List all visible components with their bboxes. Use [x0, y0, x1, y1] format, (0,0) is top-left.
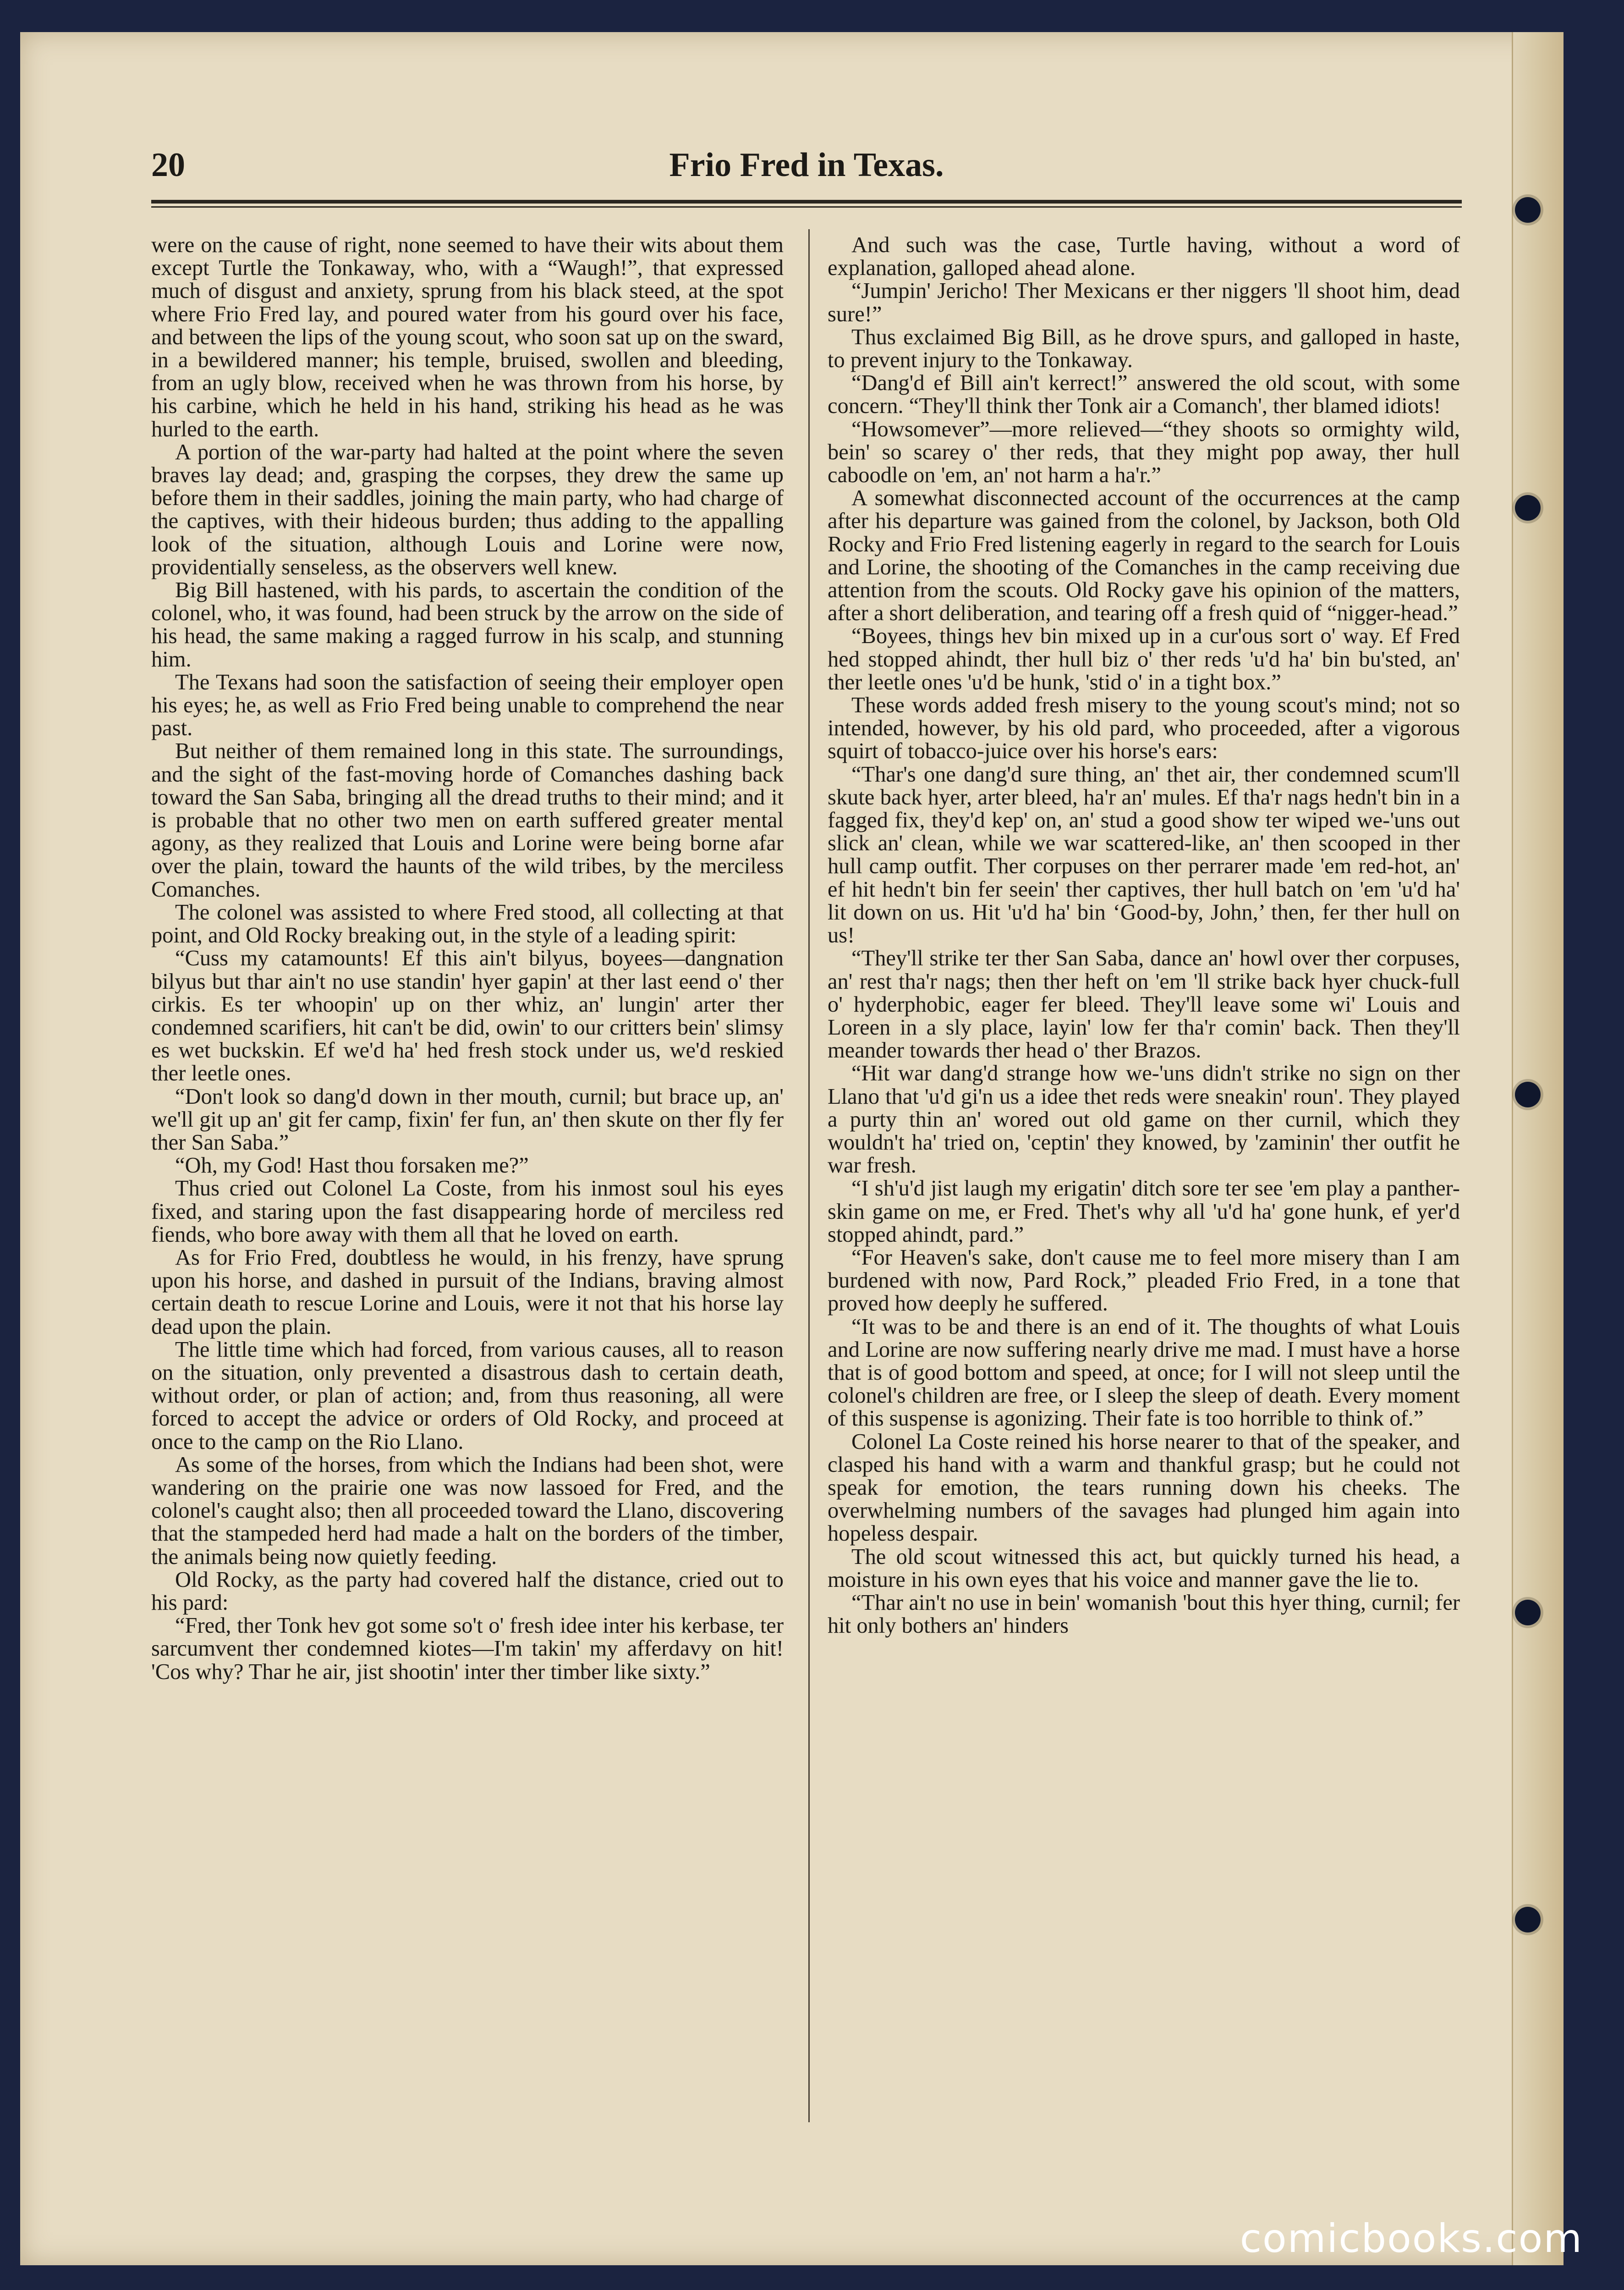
paragraph: Colonel La Coste reined his horse nearer to that of the speaker, and clasped his hand with a warm and thankful grasp; but he could not speak for emotion, the tears running down his cheeks. The overwhelming numbers of the savages had plunged him again into hopeless despair. [828, 1429, 1460, 1546]
right-column [828, 234, 1460, 1637]
page-gutter [1512, 32, 1564, 2265]
binding-hole [1515, 1600, 1541, 1625]
watermark-text: comicbooks.com [1240, 2216, 1583, 2262]
paragraph: “Fred, ther Tonk hev got some so't o' fresh idee inter his kerbase, ter sarcumvent ther condemned kiotes—I'm takin' my afferdavy on hit! 'Cos why? Thar he air, jist shootin' inter ther timber like sixty.” [151, 1613, 784, 1684]
binding-hole [1515, 495, 1541, 521]
binding-hole [1515, 1907, 1541, 1932]
left-column [151, 234, 784, 1684]
running-title: Frio Fred in Texas. [669, 146, 944, 184]
paragraph: “Don't look so dang'd down in ther mouth, curnil; but brace up, an' we'll git up an' git fer camp, fixin' fer fun, an' then skute on ther fly fer ther San Saba.” [151, 1084, 784, 1155]
paragraph: As some of the horses, from which the Indians had been shot, were wandering on the prairie one was now lassoed for Fred, and the colonel's caught also; then all proceeded toward the Llano, discovering that the stampeded herd had made a halt on the borders of the timber, the animals being now quietly feeding. [151, 1452, 784, 1569]
paragraph: The little time which had forced, from various causes, all to reason on the situation, only prevented a disastrous dash to certain death, without order, or plan of action; and, from thus reasoning, all were forced to accept the advice or orders of Old Rocky, and proceed at once to the camp on the Rio Llano. [151, 1337, 784, 1454]
header-rule [151, 200, 1462, 208]
paragraph: “Boyees, things hev bin mixed up in a cur'ous sort o' way. Ef Fred hed stopped ahindt, ther hull biz o' ther reds 'u'd ha' bin bu'sted, an' ther leetle ones 'u'd be hunk, 'stid o' in a tight box.” [828, 624, 1460, 694]
paragraph: Old Rocky, as the party had covered half the distance, cried out to his pard: [151, 1567, 784, 1615]
page-header [151, 146, 1462, 196]
page-number: 20 [151, 146, 185, 184]
paragraph: The Texans had soon the satisfaction of seeing their employer open his eyes; he, as well as Frio Fred being unable to comprehend the near past. [151, 670, 784, 741]
paragraph: Thus exclaimed Big Bill, as he drove spurs, and galloped in haste, to prevent injury to the Tonkaway. [828, 325, 1460, 373]
paragraph: “Thar ain't no use in bein' womanish 'bout this hyer thing, curnil; fer hit only bothers an' hinders [828, 1590, 1460, 1638]
paragraph: “It was to be and there is an end of it. The thoughts of what Louis and Lorine are now suffering nearly drive me mad. I must have a horse that is of good bottom and speed, at once; for I will not sleep until the colonel's children are free, or I sleep the sleep of death. Every moment of this suspense is agonizing. Their fate is too horrible to think of.” [828, 1314, 1460, 1431]
paragraph: Thus cried out Colonel La Coste, from his inmost soul his eyes fixed, and staring upon the fast disappearing horde of merciless red fiends, who bore away with them all that he loved on earth. [151, 1176, 784, 1247]
paragraph: The colonel was assisted to where Fred stood, all collecting at that point, and Old Rocky breaking out, in the style of a leading spirit: [151, 900, 784, 948]
paragraph: A portion of the war-party had halted at the point where the seven braves lay dead; and, grasping the corpses, they drew the same up before them in their saddles, joining the main party, who had charge of the captives, with their hideous burden; thus adding to the appalling look of the situation, although Louis and Lorine were now, providentially senseless, as the observers well knew. [151, 440, 784, 579]
paragraph: were on the cause of right, none seemed to have their wits about them except Turtle the Tonkaway, who, with a “Waugh!”, that expressed much of disgust and anxiety, sprung from his black steed, at the spot where Frio Fred lay, and poured water from his gourd over his face, and between the lips of the young scout, who soon sat up on the sward, in a bewildered manner; his temple, bruised, swollen and bleeding, from an ugly blow, received when he was thrown from his horse, by his carbine, which he held in his hand, striking his head as he was hurled to the earth. [151, 233, 784, 441]
paragraph: “Oh, my God! Hast thou forsaken me?” [175, 1153, 529, 1178]
paragraph: “Cuss my catamounts! Ef this ain't bilyus, boyees—dangnation bilyus but thar ain't no use standin' hyer gapin' at ther last eend o' ther cirkis. Es ter whoopin' up on ther whiz, an' lungin' arter ther condemned scarifiers, hit can't be did, owin' to our critters bein' slimsy es wet buckskin. Ef we'd ha' hed fresh stock under us, we'd reskied ther leetle ones. [151, 946, 784, 1086]
paragraph: “For Heaven's sake, don't cause me to feel more misery than I am burdened with now, Pard Rock,” pleaded Frio Fred, in a tone that proved how deeply he suffered. [828, 1245, 1460, 1316]
paragraph: “Thar's one dang'd sure thing, an' thet air, ther condemned scum'll skute back hyer, arter bleed, ha'r an' mules. Ef tha'r nags hedn't bin in a fagged fix, they'd kep' on, an' stud a good show ter wiped we-'uns out slick an' clean, while we war scattered-like, an' then scooped in ther hull camp outfit. Ther corpuses on ther perrarer made 'em red-hot, an' ef hit hedn't bin fer seein' ther captives, ther hull batch on 'em 'u'd ha' lit down on us. Hit 'u'd ha' bin ‘Good-by, John,’ then, fer ther hull on us! [828, 762, 1460, 948]
paragraph: “Jumpin' Jericho! Ther Mexicans er ther niggers 'll shoot him, dead sure!” [828, 279, 1460, 326]
column-divider [808, 229, 810, 2122]
paragraph: “Hit war dang'd strange how we-'uns didn't strike no sign on ther Llano that 'u'd gi'n us a idee thet reds were sneakin' roun'. They played a purty thin an' wored out old game on ther curnil, which they wouldn't ha' tried on, 'ceptin' they knowed, by 'zaminin' ther outfit he war fresh. [828, 1061, 1460, 1178]
paragraph: “They'll strike ter ther San Saba, dance an' howl over ther corpuses, an' rest tha'r nags; then ther heft on 'em 'll strike back hyer chuck-full o' hyderphobic, eager fer bleed. They'll leave some wi' Louis and Loreen in a sly place, layin' low fer tha'r comin' back. Then they'll meander towards ther head o' ther Brazos. [828, 946, 1460, 1063]
paragraph: As for Frio Fred, doubtless he would, in his frenzy, have sprung upon his horse, and dashed in pursuit of the Indians, braving almost certain death to rescue Lorine and Louis, were it not that his horse lay dead upon the plain. [151, 1245, 784, 1339]
binding-hole [1515, 1082, 1541, 1107]
paragraph: A somewhat disconnected account of the occurrences at the camp after his departure was gained from the colonel, by Jackson, both Old Rocky and Frio Fred listening eagerly in regard to the search for Louis and Lorine, the shooting of the Comanches in the camp receiving due attention from the scouts. Old Rocky gave his opinion of the matters, after a short deliberation, and tearing off a fresh quid of “nigger-head.” [828, 486, 1460, 626]
paragraph: The old scout witnessed this act, but quickly turned his head, a moisture in his own eyes that his voice and manner gave the lie to. [828, 1544, 1460, 1592]
paragraph: “Dang'd ef Bill ain't kerrect!” answered the old scout, with some concern. “They'll think ther Tonk air a Comanch', ther blamed idiots! [828, 371, 1460, 418]
binding-hole [1515, 197, 1541, 223]
paragraph: Big Bill hastened, with his pards, to ascertain the condition of the colonel, who, it was found, had been struck by the arrow on the side of his head, the same making a ragged furrow in his scalp, and stunning him. [151, 578, 784, 672]
paragraph: These words added fresh misery to the young scout's mind; not so intended, however, by his old pard, who proceeded, after a vigorous squirt of tobacco-juice over his horse's ears: [828, 693, 1460, 764]
paragraph: “I sh'u'd jist laugh my erigatin' ditch sore ter see 'em play a panther-skin game on me, er Fred. Thet's why all 'u'd ha' gone hunk, ef yer'd stopped ahindt, pard.” [828, 1176, 1460, 1247]
paragraph: And such was the case, Turtle having, without a word of explanation, galloped ahead alone. [828, 233, 1460, 281]
paragraph: But neither of them remained long in this state. The surroundings, and the sight of the fast-moving horde of Comanches dashing back toward the San Saba, bringing all the dread truths to their mind; and it is probable that no other two men on earth suffered greater mental agony, as they realized that Louis and Lorine were being borne afar over the plain, toward the haunts of the wild tribes, by the merciless Comanches. [151, 739, 784, 902]
paragraph: “Howsomever”—more relieved—“they shoots so ormighty wild, bein' so scarey o' ther reds, that they might pop away, ther hull caboodle on 'em, an' not harm a ha'r.” [828, 417, 1460, 488]
